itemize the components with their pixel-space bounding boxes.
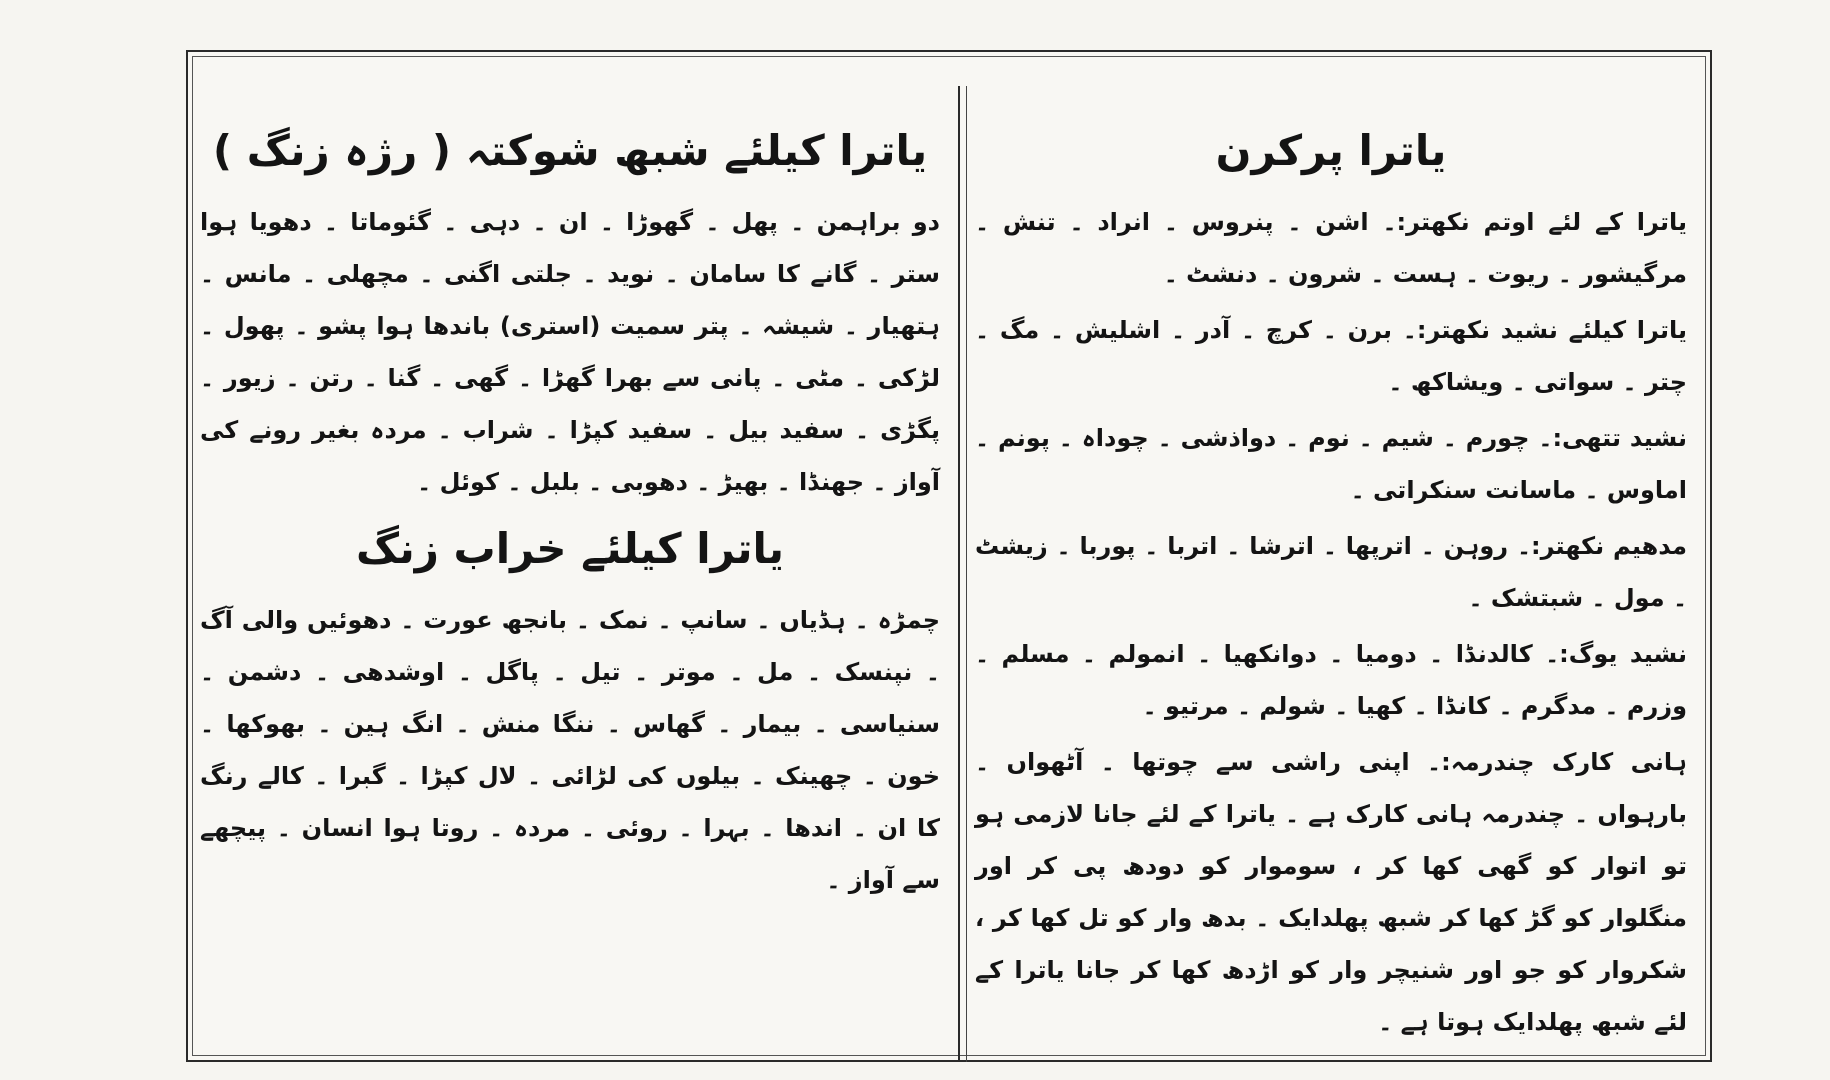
paragraph-forbidden-tithi: نشید تتھی:۔ چورم ۔ شیم ۔ نوم ۔ دواذشی ۔ چوداہ ۔ پونم ۔ اماوس ۔ ماسانت سنکراتی ۔ (975, 424, 1687, 504)
paragraph-harmful-moon: ہانی کارک چندرمہ:۔ اپنی راشی سے چوتھا ۔ آٹھواں ۔ بارہواں ۔ چندرمہ ہانی کارک ہے ۔ یاترا کے لئے جانا لازمی ہو تو اتوار کو گھی کھا کر ، سوموار کو دودھ پی کر اور منگلوار کو گڑ کھا کر شبھ پھلدایک ۔ بدھ وار کو تل کھا کر ، شکروار کو جو اور شنیچر وار کو اڑدھ کھا کر جانا یاترا کے لئے شبھ پھلدایک ہوتا ہے ۔ (975, 748, 1687, 1036)
right-column (975, 110, 1687, 1040)
column-divider (958, 86, 960, 1062)
paragraph-forbidden-yog: نشید یوگ:۔ کالدنڈا ۔ دومیا ۔ دوانکھیا ۔ انمولم ۔ مسلم ۔ وزرم ۔ مدگرم ۔ کانڈا ۔ کھیا ۔ شولم ۔ مرتیو ۔ (975, 640, 1687, 720)
paragraph-auspicious-nakshatra: یاترا کے لئے اوتم نکھتر:۔ اشن ۔ پنروس ۔ انراد ۔ تنش ۔ مرگیشور ۔ ریوت ۔ ہست ۔ شرون ۔ دنشٹ ۔ (975, 208, 1687, 288)
good-omens-paragraph: دو براہمن ۔ پھل ۔ گھوڑا ۔ ان ۔ دہی ۔ گئوماتا ۔ دھویا ہوا ستر ۔ گانے کا سامان ۔ نوید ۔ جلتی اگنی ۔ مچھلی ۔ مانس ۔ ہتھیار ۔ شیشہ ۔ پتر سمیت (استری) باندھا ہوا پشو ۔ پھول ۔ لڑکی ۔ مٹی ۔ پانی سے بھرا گھڑا ۔ گھی ۔ گنا ۔ رتن ۔ زیور ۔ پگڑی ۔ سفید بیل ۔ سفید کپڑا ۔ شراب ۔ مردہ بغیر رونے کی آواز ۔ جھنڈا ۔ بھیڑ ۔ دھوبی ۔ بلبل ۔ کوئل ۔ (200, 208, 940, 496)
paragraph-forbidden-nakshatra: یاترا کیلئے نشید نکھتر:۔ برن ۔ کرچ ۔ آدر ۔ اشلیش ۔ مگ ۔ چتر ۔ سواتی ۔ ویشاکھ ۔ (975, 316, 1687, 396)
good-omens-heading: یاترا کیلئے شبھ شوکتہ ( رژہ زنگ ) (212, 126, 928, 175)
right-column-heading: یاترا پرکرن (1215, 126, 1447, 175)
bad-omens-paragraph: چمڑہ ۔ ہڈیاں ۔ سانپ ۔ نمک ۔ بانجھ عورت ۔ دھوئیں والی آگ ۔ نپنسک ۔ مل ۔ موتر ۔ تیل ۔ پاگل ۔ اوشدھی ۔ دشمن ۔ سنیاسی ۔ بیمار ۔ گھاس ۔ ننگا منش ۔ انگ ہین ۔ بھوکھا ۔ خون ۔ چھینک ۔ بیلوں کی لڑائی ۔ لال کپڑا ۔ گبرا ۔ کالے رنگ کا ان ۔ اندھا ۔ بہرا ۔ روئی ۔ مردہ ۔ روتا ہوا انسان ۔ پیچھے سے آواز ۔ (200, 606, 940, 894)
left-column (200, 110, 940, 1040)
bad-omens-heading: یاترا کیلئے خراب زنگ (355, 524, 785, 573)
paragraph-medium-nakshatra: مدھیم نکھتر:۔ روہن ۔ اترپھا ۔ اترشا ۔ اتربا ۔ پوربا ۔ زیشٹ ۔ مول ۔ شبتشک ۔ (975, 532, 1687, 612)
column-divider-inner (966, 86, 967, 1062)
